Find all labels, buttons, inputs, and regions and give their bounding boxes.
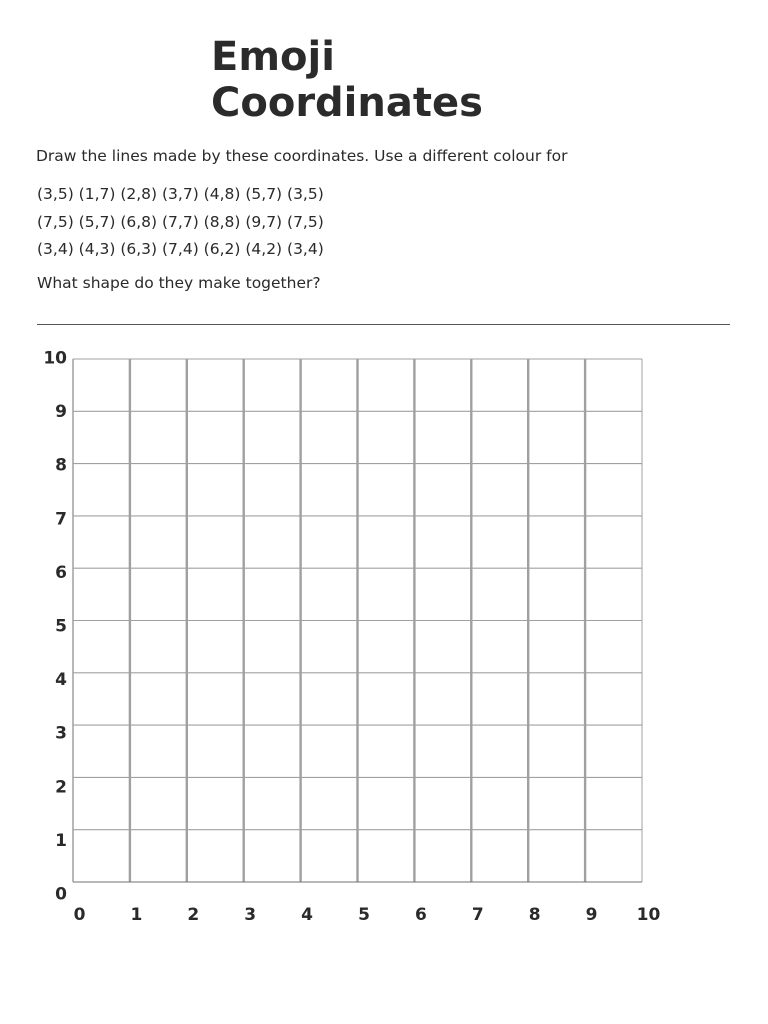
y-tick-label: 9 xyxy=(55,402,67,423)
x-tick-label: 7 xyxy=(471,905,484,925)
y-tick-label: 5 xyxy=(55,616,67,637)
x-tick-label: 9 xyxy=(585,905,598,925)
title-line-1: Emoji xyxy=(211,34,335,80)
instructions-text: Draw the lines made by these coordinates. Use a different colour for xyxy=(36,147,568,165)
y-tick-label: 3 xyxy=(55,723,67,744)
grid-lines xyxy=(73,359,642,882)
title-line-2: Coordinates xyxy=(211,80,483,126)
y-tick-label: 2 xyxy=(55,777,67,798)
coordinate-set-1: (3,5) (1,7) (2,8) (3,7) (4,8) (5,7) (3,5) xyxy=(37,185,324,203)
x-tick-label: 6 xyxy=(414,905,427,925)
y-axis-labels xyxy=(43,349,67,905)
y-tick-label: 7 xyxy=(55,509,67,530)
coordinate-set-2: (7,5) (5,7) (6,8) (7,7) (8,8) (9,7) (7,5) xyxy=(37,212,324,231)
x-tick-label: 1 xyxy=(130,905,143,925)
x-tick-label: 8 xyxy=(528,905,541,925)
x-tick-label: 4 xyxy=(301,905,314,925)
x-tick-label: 2 xyxy=(187,905,200,925)
coordinate-set-3: (3,4) (4,3) (6,3) (7,4) (6,2) (4,2) (3,4) xyxy=(37,240,324,258)
y-tick-label: 8 xyxy=(55,455,67,476)
y-tick-label: 1 xyxy=(55,830,67,851)
y-tick-label: 10 xyxy=(43,348,67,369)
y-tick-label: 0 xyxy=(55,884,67,905)
x-tick-label: 0 xyxy=(73,905,86,925)
x-tick-label: 10 xyxy=(636,905,661,925)
question-text: What shape do they make together? xyxy=(37,274,321,292)
x-axis-labels xyxy=(74,905,661,925)
y-tick-label: 4 xyxy=(55,670,67,691)
x-tick-label: 3 xyxy=(244,905,257,925)
x-tick-label: 5 xyxy=(358,905,370,925)
y-tick-label: 6 xyxy=(55,562,67,583)
